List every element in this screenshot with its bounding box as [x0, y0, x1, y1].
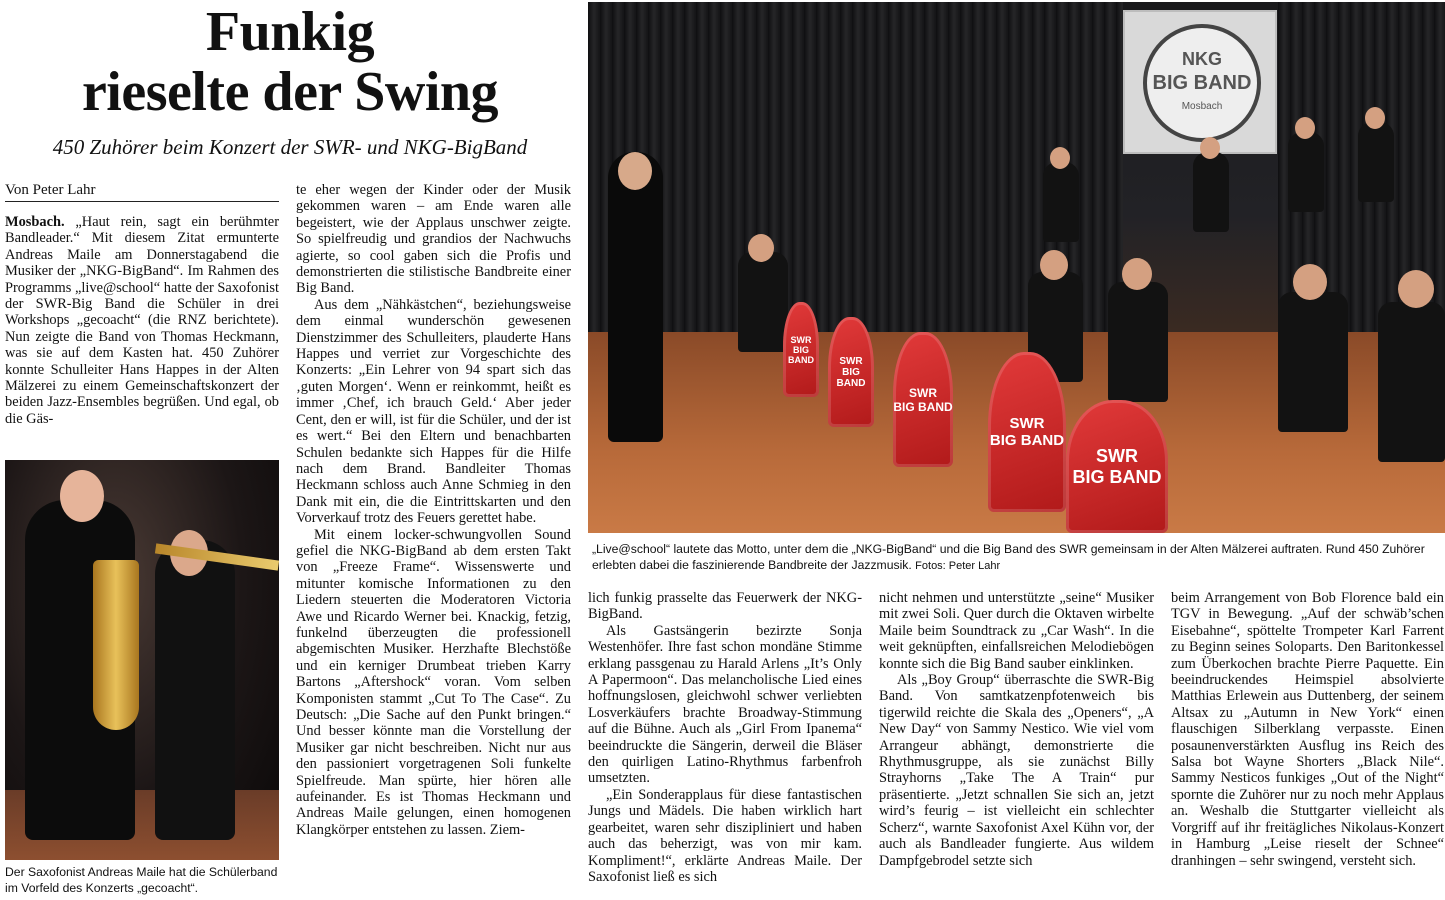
c2-paragraph-1: te eher wegen der Kinder oder der Musik gekommen waren – am Ende waren alle begeistert, wie der Applaus unschwer zeigte. So spielfreudig und grandios der Nachwuchs agierte, so cool gaben sich die Profis und demonstrierten die stilistische Bandbreite einer Big Band. — [296, 182, 571, 297]
musician — [738, 252, 788, 352]
column-2 — [296, 182, 571, 838]
c3-paragraph-2: Als Gastsängerin bezirzte Sonja Westenhöfer. Ihre fast schon mondäne Stimme erklang passgenau zu Harald Arlens „It’s Only A Papermoon“. Das melancholische Lied eines hoffnungslosen, gleichwohl schwer verliebten Losverkäufers brachte Broadway-Stimmung auf die Bühne. Auch als „Girl From Ipanema“ beeindruckte die Sängerin, derweil die Bläser den quirligen Latino-Rhythmus farbenfroh umsetzten. — [588, 622, 862, 787]
c3-paragraph-1: lich funkig prasselte das Feuerwerk der NKG-BigBand. — [588, 590, 862, 623]
conductor-head — [618, 152, 652, 190]
trombonist-figure — [155, 540, 235, 840]
dateline: Mosbach. — [5, 214, 65, 230]
subheadline: 450 Zuhörer beim Konzert der SWR- und NKG-BigBand — [52, 135, 528, 159]
photo-credit: Fotos: Peter Lahr — [915, 560, 1001, 572]
musician — [1288, 132, 1324, 212]
column-5 — [1171, 590, 1444, 869]
saxophonist-head — [60, 470, 104, 522]
photo-saxophonist — [5, 460, 279, 860]
column-3 — [588, 590, 862, 885]
music-stand-swr: SWR BIG BAND — [783, 302, 819, 397]
musician — [1278, 292, 1348, 432]
music-stand-swr: SWR BIG BAND — [988, 352, 1066, 512]
photo-main-caption — [592, 541, 1444, 574]
headline-line-1: Funkig — [205, 1, 375, 63]
musician — [1108, 282, 1168, 402]
musician — [1378, 302, 1445, 462]
headline-line-2: rieselte der Swing — [81, 61, 499, 123]
c3-paragraph-3: „Ein Sonderapplaus für diese fantastischen Jungs und Mädels. Die haben wirklich hart gearbeitet, waren sehr diszipliniert und haben auch das beherzigt, was von mir kam. Kompliment!“, erklärte Andreas Maile. Der Saxofonist ließ es sich — [588, 786, 862, 885]
projection-screen — [1123, 10, 1277, 154]
c2-paragraph-2: Aus dem „Nähkästchen“, beziehungsweise dem einmal wunderschön gewesenen Dienstzimmer des Schulleiters, plauderte Hans Happes und verriet zur Vorgeschichte des Konzerts: „Ein Lehrer von 94 spart sich das ‚guten Morgen‘. Wenn er reinkommt, heißt es immer ‚Chef, ich brauch Geld.‘ Aber jeder Cent, den er will, ist für die Schüler, und der ist es wert.“ Bei den Eltern und benachbarten Schulen bedankte sich Happes für die Hilfe nach dem Brand. Bandleiter Thomas Heckmann schloss auch Anne Schmieg in den Dank mit ein, die die Eintrittskarten und den Vorverkauf trotz des Feuers gerettet habe. — [296, 296, 571, 527]
music-stand-swr: SWR BIG BAND — [1066, 400, 1168, 533]
saxophone — [93, 560, 139, 730]
column-1 — [5, 214, 279, 427]
byline: Von Peter Lahr — [5, 180, 279, 202]
headline — [0, 2, 580, 122]
c4-paragraph-1: nicht nehmen und unterstützte „seine“ Musiker mit zwei Soli. Quer durch die Oktaven wirbelte Maile beim Soundtrack zu „Car Wash“. In die weit geknüpften, einfallsreichen Melodiebögen konnte sich die Big Band sauber einklinken. — [879, 590, 1154, 672]
photo-main-caption-text: „Live@school“ lautete das Motto, unter dem die „NKG-BigBand“ und die Big Band des SWR gemeinsam in der Alten Mälzerei auftraten. Rund 450 Zuhörer erlebten dabei die faszinierende Bandbreite der Jazzmusik. — [592, 542, 1425, 572]
musician — [1193, 152, 1229, 232]
music-stand-swr: SWR BIG BAND — [828, 317, 874, 427]
c1-paragraph-1: „Haut rein, sagt ein berühmter Bandleader.“ Mit diesem Zitat ermunterte Andreas Maile am Donnerstagabend die Musiker der „NKG-BigBand“. Im Rahmen des Programms „live@school“ hatte der Saxofonist der SWR-Big Band die Schüler in drei Workshops „gecoacht“ (die RNZ berichtete). Nun zeigte die Band von Thomas Heckmann, was sie auf dem Kasten hat. 450 Zuhörer konnte Schulleiter Hans Happes in der Alten Mälzerei zu einem Gemeinschaftskonzert der beiden Jazz-Ensembles begrüßen. Und egal, ob die Gäs- — [5, 214, 279, 427]
conductor — [608, 152, 663, 442]
c2-paragraph-3: Mit einem locker-schwungvollen Sound gefiel die NKG-BigBand ab dem ersten Takt von „Freeze Frame“. Wissenswerte und mitunter komische Informationen zu den Liedern steuerten die Moderatoren Victoria Awe und Ricardo Werner bei. Knackig, fetzig, funkelnd überzeugten die professionell abgemischten Musiker. Herzhafte Blechstöße und ein kerniger Drumbeat trieben Karry Bartons „Aftershock“ voran. Vom selben Komponisten stammt „Cut To The Case“. Zu Deutsch: „Die Sache auf den Punkt bringen.“ Und besser könnte man die Vorstellung der Musiker gar nicht beschreiben. Nicht nur aus den passioniert vorgetragenen Soli funkelte Spielfreude. Man spürte, hier hören alle aufeinander. Es ist Thomas Heckmann und Andreas Maile gelungen, einen homogenen Klangkörper entstehen zu lassen. Ziem- — [296, 526, 571, 838]
nkg-bigband-logo: NKG BIG BAND Mosbach — [1143, 24, 1261, 142]
c4-paragraph-2: Als „Boy Group“ überraschte die SWR-Big Band. Von samtkatzenpfotenweich bis tigerwild reichte die Skala des „Openers“, „A New Day“ von Sammy Nestico. Wie viel vom Arrangeur abhängt, demonstrierte die Rhythmusgruppe, als sie zunächst Billy Strayhorns „Take The A Train“ pur präsentierte. „Jetzt schnallen Sie sich an, jetzt wird’s feurig – ist vielleicht ein schlechter Scherz“, warnte Saxofonist Axel Kühn vor, der auch als Bandleader fungierte. Aus wildem Dampfgebrodel setzte sich — [879, 672, 1154, 869]
music-stand-swr: SWR BIG BAND — [893, 332, 953, 467]
musician — [1358, 122, 1394, 202]
photo-small-caption: Der Saxofonist Andreas Maile hat die Schülerband im Vorfeld des Konzerts „gecoacht“. — [5, 865, 278, 895]
photo-bigband-stage — [588, 2, 1445, 533]
column-4 — [879, 590, 1154, 869]
musician — [1043, 162, 1079, 242]
c5-paragraph-1: beim Arrangement von Bob Florence bald ein TGV in Bewegung. „Auf der schwäb’schen Eisebahne“, spöttelte Trompeter Karl Farrent zu Beginn seines Soloparts. Den Baritonkessel zum Überkochen brachte Pierre Paquette. Ein beeindruckendes Heimspiel absolvierte Matthias Erlewein aus Duttenberg, der seinem Altsax zu „Autumn in New York“ einen flauschigen Silberklang verpasste. Einen posaunenverstärkten Ausflug ins Reich des Salsa bot Wayne Shorters „Black Nile“. Sammy Nesticos funkiges „Out of the Night“ spornte die Zuhörer nur zu noch mehr Applaus an. Weshalb die Stuttgarter vielleicht als Vorgriff auf ihr freitägliches Nikolaus-Konzert in Hamburg „Leise rieselt der Schnee“ dranhingen – sehr swingend, versteht sich. — [1171, 590, 1444, 869]
